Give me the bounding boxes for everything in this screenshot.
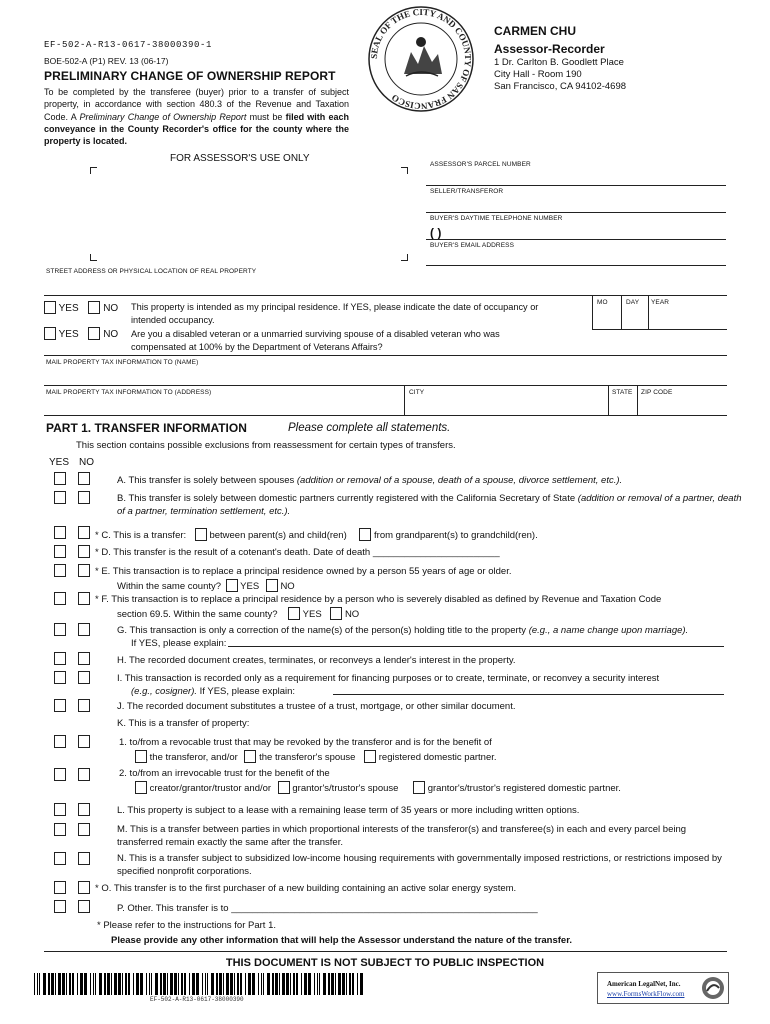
barcode-bar [184,973,186,995]
barcode-bar [174,973,177,995]
seller-label: SELLER/TRANSFEROR [430,188,504,195]
barcode-bar [219,973,222,995]
barcode-bar [290,973,291,995]
form-revision: BOE-502-A (P1) REV. 13 (06-17) [44,56,169,66]
buyer-phone-label: BUYER'S DAYTIME TELEPHONE NUMBER [430,215,563,222]
m-no-checkbox[interactable] [78,823,90,836]
e-same-county-no[interactable] [266,579,278,592]
c-yes-checkbox[interactable] [54,526,66,539]
barcode-bar [128,973,130,995]
barcode-bar [234,973,235,995]
barcode-bar [167,973,168,995]
barcode-bar [90,973,91,995]
c-grandparent-checkbox[interactable] [359,528,371,541]
barcode-bar [275,973,278,995]
barcode-bar [51,973,54,995]
residence-yes-checkbox[interactable] [44,301,56,314]
part1-description: This section contains possible exclusions from reassessment for certain types of transfers. [76,440,456,451]
barcode-bar [34,973,35,995]
address-line-1: 1 Dr. Carlton B. Goodlett Place [494,57,624,68]
barcode-bar [317,973,318,995]
barcode-bar [163,973,166,995]
street-address-line[interactable] [44,295,727,296]
f-same-county-no[interactable] [330,607,342,620]
corner-mark-br [401,254,408,261]
barcode-bar [196,973,199,995]
barcode-bar [140,973,143,995]
d-yes-checkbox[interactable] [54,545,66,558]
k1-yes-checkbox[interactable] [54,735,66,748]
barcode-bar [304,973,307,995]
yes-label: YES [240,580,260,592]
barcode-bar [248,973,251,995]
divider [637,385,638,415]
statement-o-text: * O. This transfer is to the first purchaser of a new building containing an active solar energy system. [95,883,517,894]
barcode-bar [192,973,195,995]
barcode-bar [146,973,147,995]
statement-g-italic: (e.g., a name change upon marriage). [528,625,689,636]
e-same-county-yes[interactable] [226,579,238,592]
m-yes-checkbox[interactable] [54,823,66,836]
b-no-checkbox[interactable] [78,491,90,504]
barcode-bar [323,973,326,995]
barcode-bar [211,973,214,995]
barcode-bar [346,973,347,995]
divider [592,329,727,330]
vendor-logo-icon [701,976,725,1000]
barcode-bar [181,973,183,995]
b-yes-checkbox[interactable] [54,491,66,504]
residence-yes-no [44,301,118,316]
veteran-question: Are you a disabled veteran or a unmarried surviving spouse of a disabled veteran who was compensated at 100% by the Department of Veterans Affairs? [131,329,500,352]
statement-k-text: K. This is a transfer of property: [117,718,250,729]
vendor-box [597,972,729,1004]
i-no-checkbox[interactable] [78,671,90,684]
yes-label: YES [58,303,79,314]
vendor-url[interactable]: www.FormsWorkFlow.com [607,990,685,998]
statement-i-text: I. This transaction is recorded only as a requirement for financing purposes or to create, terminate, or reconvey a security interest [117,673,660,684]
p-no-checkbox[interactable] [78,900,90,913]
k1-spouse-checkbox[interactable] [244,750,256,763]
mail-name-line[interactable] [44,385,727,386]
c-no-checkbox[interactable] [78,526,90,539]
k1-spouse-label: the transferor's spouse [259,751,356,763]
zip-label: ZIP CODE [641,389,673,396]
veteran-yes-no [44,327,118,342]
k1-transferor-label: the transferor, and/or [149,751,238,763]
statement-n-text: N. This is a transfer subject to subsidized low-income housing requirements with governmentally imposed restrictions, or restrictions imposed by specified nonprofit corporations. [117,853,722,877]
city-label: CITY [409,389,425,396]
statement-f-text: * F. This transaction is to replace a principal residence by a person who is severely disabled as defined by Revenue and Taxation Code [95,594,662,605]
f-no-checkbox[interactable] [78,592,90,605]
day-label: DAY [626,299,640,306]
barcode-bar [308,973,311,995]
statement-b-italic: (addition or removal of a partner, death of a partner, termination settlement, etc.). [117,493,742,517]
barcode-bar [66,973,67,995]
phone-parens[interactable]: ( ) [430,226,442,240]
statement-g-text: G. This transaction is only a correction of the name(s) of the person(s) holding title to the property [117,625,529,636]
statement-i-sub: If YES, please explain: [197,685,296,697]
g-yes-checkbox[interactable] [54,623,66,636]
barcode-bar [136,973,139,995]
address-line-2: City Hall - Room 190 [494,69,582,80]
mail-address-label: MAIL PROPERTY TAX INFORMATION TO (ADDRESS) [46,389,212,396]
k2-no-checkbox[interactable] [78,768,90,781]
part1-heading: PART 1. TRANSFER INFORMATION [46,421,247,435]
j-yes-checkbox[interactable] [54,699,66,712]
k2-yes-checkbox[interactable] [54,768,66,781]
barcode-bar [118,973,121,995]
barcode-bar [319,973,320,995]
barcode-bar [107,973,110,995]
barcode-bar [77,973,78,995]
buyer-phone-line[interactable] [426,239,726,240]
k1-partner-label: registered domestic partner. [378,751,497,763]
additional-info-note: Please provide any other information that will help the Assessor understand the nature of the transfer. [111,935,573,946]
barcode-bar [202,973,203,995]
o-yes-checkbox[interactable] [54,881,66,894]
f-same-county-yes[interactable] [288,607,300,620]
barcode-bar [237,973,239,995]
barcode-bar [207,973,208,995]
parcel-number-line[interactable] [426,185,726,186]
assessor-title: Assessor-Recorder [494,42,605,56]
c-parent-child-label: between parent(s) and child(ren) [209,530,347,541]
l-no-checkbox[interactable] [78,803,90,816]
form-title: PRELIMINARY CHANGE OF OWNERSHIP REPORT [44,69,336,83]
barcode-bar [125,973,127,995]
p-yes-checkbox[interactable] [54,900,66,913]
divider [404,385,405,415]
i-explain-line[interactable] [333,694,724,695]
statement-p-text: P. Other. This transfer is to __________________________________________________________ [117,903,538,914]
barcode-bar [296,973,298,995]
barcode-bar [301,973,302,995]
yes-label: YES [302,608,322,620]
barcode-bar [263,973,264,995]
corner-mark-tl [90,167,97,174]
barcode-bar [328,973,330,995]
barcode-bar [189,973,190,995]
barcode-bar [230,973,233,995]
barcode-bar [342,973,345,995]
state-label: STATE [612,389,633,396]
j-no-checkbox[interactable] [78,699,90,712]
e-yes-checkbox[interactable] [54,564,66,577]
vendor-name: American LegalNet, Inc. [607,980,681,988]
k2-partner-checkbox[interactable] [413,781,425,794]
month-label: MO [597,299,608,306]
barcode-bar [349,973,351,995]
barcode [34,973,364,995]
k2-spouse-label: grantor's/trustor's spouse [292,782,399,794]
address-line-3: San Francisco, CA 94102-4698 [494,81,627,92]
svg-text:SEAL OF THE CITY AND COUNTY OF: SEAL OF THE CITY AND COUNTY OF SAN FRANCISCO [368,6,474,112]
mail-address-line[interactable] [44,415,727,416]
i-yes-checkbox[interactable] [54,671,66,684]
barcode-bar [55,973,56,995]
barcode-bar [160,973,162,995]
barcode-bar [111,973,112,995]
barcode-bar [151,973,152,995]
barcode-bar [267,973,270,995]
barcode-bar [48,973,50,995]
barcode-bar [360,973,363,995]
divider [648,295,649,329]
barcode-bar [122,973,123,995]
statement-j-text: J. The recorded document substitutes a trustee of a trust, mortgage, or other similar document. [117,701,516,712]
barcode-bar [252,973,255,995]
barcode-bar [37,973,38,995]
public-inspection-notice: THIS DOCUMENT IS NOT SUBJECT TO PUBLIC INSPECTION [225,957,545,969]
yes-label: YES [58,329,79,340]
statement-k1-text: 1. to/from a revocable trust that may be revoked by the transferor and is for the benefit of [119,737,492,748]
k2-creator-checkbox[interactable] [135,781,147,794]
barcode-bar [331,973,334,995]
part1-subheading: Please complete all statements. [288,422,451,434]
g-explain-line[interactable] [228,646,724,647]
buyer-email-line[interactable] [426,265,726,266]
barcode-bar [155,973,158,995]
d-no-checkbox[interactable] [78,545,90,558]
barcode-bar [226,973,229,995]
a-yes-checkbox[interactable] [54,472,66,485]
barcode-bar [279,973,280,995]
barcode-bar [104,973,106,995]
no-label: NO [344,608,360,620]
corner-mark-bl [90,254,97,261]
parcel-number-label: ASSESSOR'S PARCEL NUMBER [430,161,531,168]
statement-h-text: H. The recorded document creates, terminates, or reconveys a lender's interest in the property. [117,655,516,666]
k1-transferor-checkbox[interactable] [135,750,147,763]
c-parent-child-checkbox[interactable] [195,528,207,541]
mail-name-label: MAIL PROPERTY TAX INFORMATION TO (NAME) [46,359,199,366]
street-address-label: STREET ADDRESS OR PHYSICAL LOCATION OF REAL PROPERTY [46,268,257,275]
residence-question: This property is intended as my principal residence. If YES, please indicate the date of occupancy or intended occupancy. [131,302,539,325]
form-intro: To be completed by the transferee (buyer) prior to a transfer of subject property, in accordance with section 480.3 of the Revenue and Taxation Code. A Preliminary Change of Ownership Report must be filed with each conveyance in the County Recorder's office for the county where the property is located. [44,87,350,147]
statement-c-text: * C. This is a transfer: [95,530,187,541]
barcode-bar [99,973,102,995]
barcode-bar [240,973,242,995]
barcode-bar [223,973,224,995]
barcode-bar [69,973,71,995]
barcode-bar [39,973,40,995]
veteran-no-checkbox[interactable] [88,327,100,340]
barcode-bar [314,973,315,995]
statement-a-text: A. This transfer is solely between spouses [117,475,297,486]
barcode-bar [95,973,96,995]
statement-d-text: * D. This transfer is the result of a cotenant's death. Date of death ________________________ [95,547,500,558]
form-id: EF-502-A-R13-0617-38000390-1 [44,40,213,50]
e-no-checkbox[interactable] [78,564,90,577]
h-yes-checkbox[interactable] [54,652,66,665]
k1-no-checkbox[interactable] [78,735,90,748]
divider [608,385,609,415]
g-no-checkbox[interactable] [78,623,90,636]
h-no-checkbox[interactable] [78,652,90,665]
barcode-bar [258,973,259,995]
divider [44,951,727,952]
divider [621,295,622,329]
barcode-bar [84,973,87,995]
statement-e-sub: Within the same county? [117,580,222,592]
divider [44,355,727,356]
veteran-yes-checkbox[interactable] [44,327,56,340]
instructions-note: * Please refer to the instructions for Part 1. [97,920,277,931]
year-label: YEAR [651,299,670,306]
no-label: NO [103,303,119,314]
k2-spouse-checkbox[interactable] [278,781,290,794]
statement-i-italic: (e.g., cosigner). [131,685,197,697]
l-yes-checkbox[interactable] [54,803,66,816]
barcode-bar [335,973,336,995]
statement-b-text: B. This transfer is solely between domestic partners currently registered with the California Secretary of State [117,493,578,504]
barcode-bar [216,973,218,995]
statement-g-sub: If YES, please explain: [131,637,227,649]
f-yes-checkbox[interactable] [54,592,66,605]
k2-creator-label: creator/grantor/trustor and/or [149,782,272,794]
statement-a-italic: (addition or removal of a spouse, death of a spouse, divorce settlement, etc.). [296,475,623,486]
barcode-bar [43,973,46,995]
k2-partner-label: grantor's/trustor's registered domestic partner. [427,782,621,794]
no-label: NO [103,329,119,340]
n-yes-checkbox[interactable] [54,852,66,865]
no-label: NO [280,580,295,592]
barcode-bar [338,973,341,995]
divider [592,295,593,329]
barcode-bar [261,973,262,995]
barcode-bar [62,973,65,995]
assessor-name: CARMEN CHU [494,24,576,38]
barcode-bar [357,973,358,995]
barcode-bar [272,973,274,995]
barcode-bar [170,973,173,995]
barcode-bar [286,973,289,995]
barcode-bar [352,973,354,995]
city-seal [366,4,476,114]
assessor-use-label: FOR ASSESSOR'S USE ONLY [170,153,310,164]
a-no-checkbox[interactable] [78,472,90,485]
corner-mark-tr [401,167,408,174]
barcode-bar [114,973,117,995]
barcode-bar [149,973,150,995]
n-no-checkbox[interactable] [78,852,90,865]
statement-e-text: * E. This transaction is to replace a principal residence owned by a person 55 years of age or older. [95,566,512,577]
k1-partner-checkbox[interactable] [364,750,376,763]
seller-line[interactable] [426,212,726,213]
buyer-email-label: BUYER'S EMAIL ADDRESS [430,242,515,249]
barcode-bar [133,973,134,995]
barcode-bar [93,973,94,995]
statement-m-text: M. This is a transfer between parties in which proportional interests of the transferor(s) and transferee(s) in each and every parcel being transferred remain exactly the same after the transfer. [117,824,687,848]
statement-f-sub: section 69.5. Within the same county? [117,608,278,620]
barcode-bar [205,973,206,995]
o-no-checkbox[interactable] [78,881,90,894]
barcode-bar [58,973,61,995]
c-grandparent-label: from grandparent(s) to grandchild(ren). [374,530,538,541]
barcode-bar [178,973,179,995]
statement-l-text: L. This property is subject to a lease with a remaining lease term of 35 years or more including written options. [117,805,580,816]
barcode-bar [80,973,83,995]
residence-no-checkbox[interactable] [88,301,100,314]
barcode-bar [293,973,295,995]
barcode-caption: EF-502-A-R13-0617-38000390 [150,996,244,1003]
yes-column-header: YES [49,457,70,468]
barcode-bar [282,973,285,995]
barcode-bar [72,973,74,995]
no-column-header: NO [79,457,94,468]
barcode-bar [245,973,246,995]
statement-k2-text: 2. to/from an irrevocable trust for the benefit of the [119,768,330,779]
